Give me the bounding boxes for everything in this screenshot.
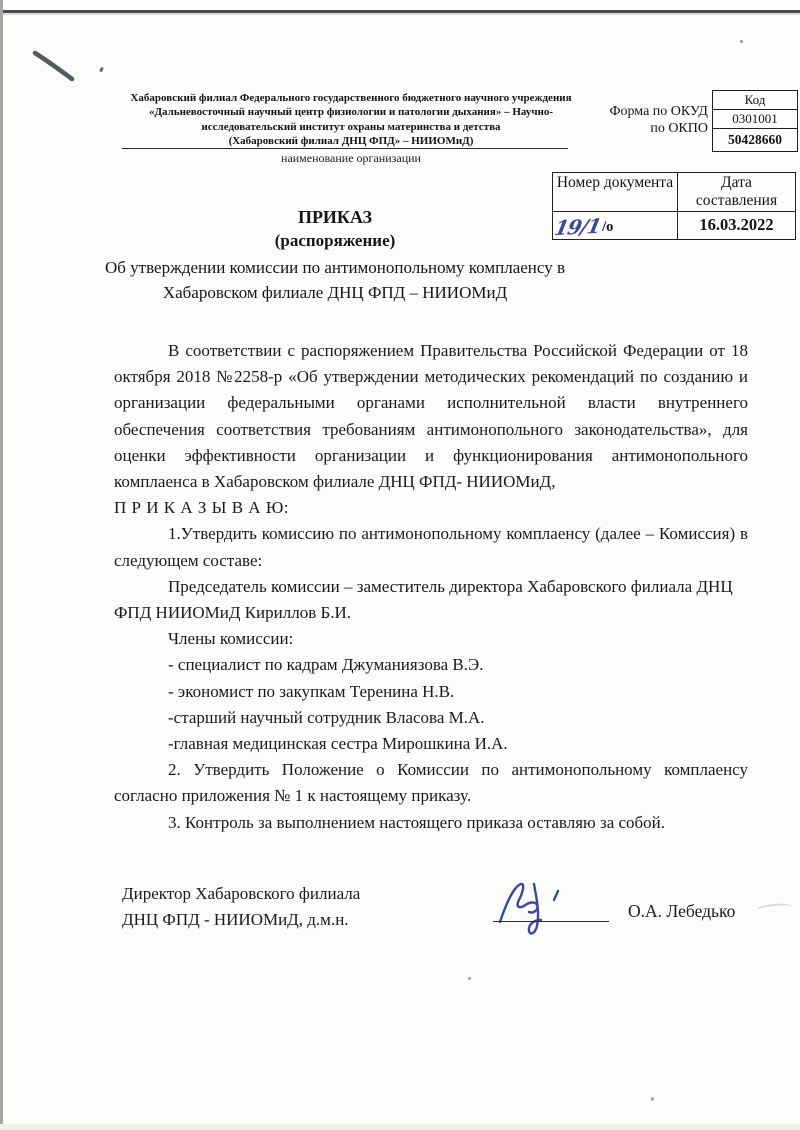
order-item-2: 2. Утвердить Положение о Комиссии по антимонопольному комплаенсу согласно приложения № 1 к настоящему приказу. bbox=[114, 760, 748, 806]
signer-name: О.А. Лебедько bbox=[628, 901, 736, 921]
organization-name-caption: наименование организации bbox=[281, 151, 421, 165]
organization-name-line: «Дальневосточный научный центр физиологии и патологии дыхания» – Научно- bbox=[148, 106, 554, 119]
okpo-label: по ОКПО bbox=[650, 121, 708, 136]
okpo-code-value: 50428660 bbox=[713, 128, 797, 151]
document-number-header: Номер документа bbox=[556, 174, 674, 191]
title-subject: Об утверждении комиссии по антимонопольному комплаенсу в Хабаровском филиале ДНЦ ФПД – НИИОМиД bbox=[105, 258, 565, 302]
handwritten-signature bbox=[494, 878, 576, 940]
organization-name-line: Хабаровский филиал Федерального государственного бюджетного научного учреждения bbox=[130, 92, 572, 104]
document-number-suffix: /о bbox=[602, 219, 614, 235]
scan-speck bbox=[99, 67, 104, 73]
signature-line bbox=[493, 921, 609, 922]
form-code-labels bbox=[590, 103, 708, 137]
document-date-header: Дата составления bbox=[677, 173, 795, 211]
signer-position bbox=[122, 881, 360, 932]
member-item: - экономист по закупкам Теренина Н.В. bbox=[168, 681, 455, 701]
member-item: -главная медицинская сестра Мирошкина И.А. bbox=[168, 734, 508, 754]
code-table-header: Код bbox=[744, 92, 766, 107]
code-table bbox=[712, 90, 798, 152]
scan-edge-bottom-strip bbox=[0, 1124, 800, 1130]
order-word: П Р И К А З Ы В А Ю: bbox=[114, 498, 290, 518]
scan-edge-left-strip bbox=[0, 0, 3, 1130]
pen-mark-artifact bbox=[28, 44, 80, 88]
order-item-3: 3. Контроль за выполнением настоящего приказа оставляю за собой. bbox=[168, 812, 666, 832]
document-number-cell bbox=[553, 211, 677, 239]
scan-speck bbox=[740, 40, 743, 43]
organization-name-line: исследовательский институт охраны материнства и детства bbox=[201, 120, 501, 133]
member-item: - специалист по кадрам Джуманиязова В.Э. bbox=[168, 655, 484, 675]
organization-name bbox=[120, 91, 582, 149]
member-item: -старший научный сотрудник Власова М.А. bbox=[168, 707, 485, 727]
signer-position-line: Директор Хабаровского филиала bbox=[122, 884, 361, 903]
scan-edge-top-shadow bbox=[0, 13, 800, 15]
handwritten-document-number: 19/1 bbox=[552, 213, 603, 241]
organization-name-line: (Хабаровский филиал ДНЦ ФПД» – НИИОМиД) bbox=[228, 135, 474, 148]
organization-name-underline bbox=[122, 148, 568, 149]
document-date-cell: 16.03.2022 bbox=[677, 211, 795, 239]
preamble-paragraph: В соответствии с распоряжением Правительства Российской Федерации от 18 октября 2018 №2258-р «Об утверждении методических рекомендаций по созданию и организации федеральными органами исполнительной власти внутреннего обеспечения соответствия требованиям антимонопольного законодательства», для оценки эффективности организации и функционирования антимонопольного комплаенса в Хабаровском филиале ДНЦ ФПД- НИИОМиД, bbox=[114, 341, 748, 492]
scan-speck bbox=[468, 977, 471, 980]
scan-speck bbox=[651, 1097, 654, 1101]
signer-position-line: ДНЦ ФПД - НИИОМиД, д.м.н. bbox=[122, 909, 349, 929]
okud-label: Форма по ОКУД bbox=[609, 104, 708, 119]
title-order: ПРИКАЗ bbox=[297, 207, 373, 227]
document-title-block bbox=[105, 207, 565, 305]
title-order-sub: (распоряжение) bbox=[274, 231, 396, 250]
members-label: Члены комиссии: bbox=[168, 629, 294, 649]
chairman-line: Председатель комиссии – заместитель директора Хабаровского филиала ДНЦ ФПД НИИОМиД Кириллов Б.И. bbox=[114, 576, 733, 623]
okud-code-value: 0301001 bbox=[713, 109, 797, 128]
faint-pencil-mark bbox=[756, 902, 793, 915]
document-body bbox=[114, 338, 748, 836]
document-number-date-table bbox=[552, 172, 796, 240]
order-item-1: 1.Утвердить комиссию по антимонопольному комплаенсу (далее – Комиссия) в следующем составе: bbox=[114, 524, 748, 570]
